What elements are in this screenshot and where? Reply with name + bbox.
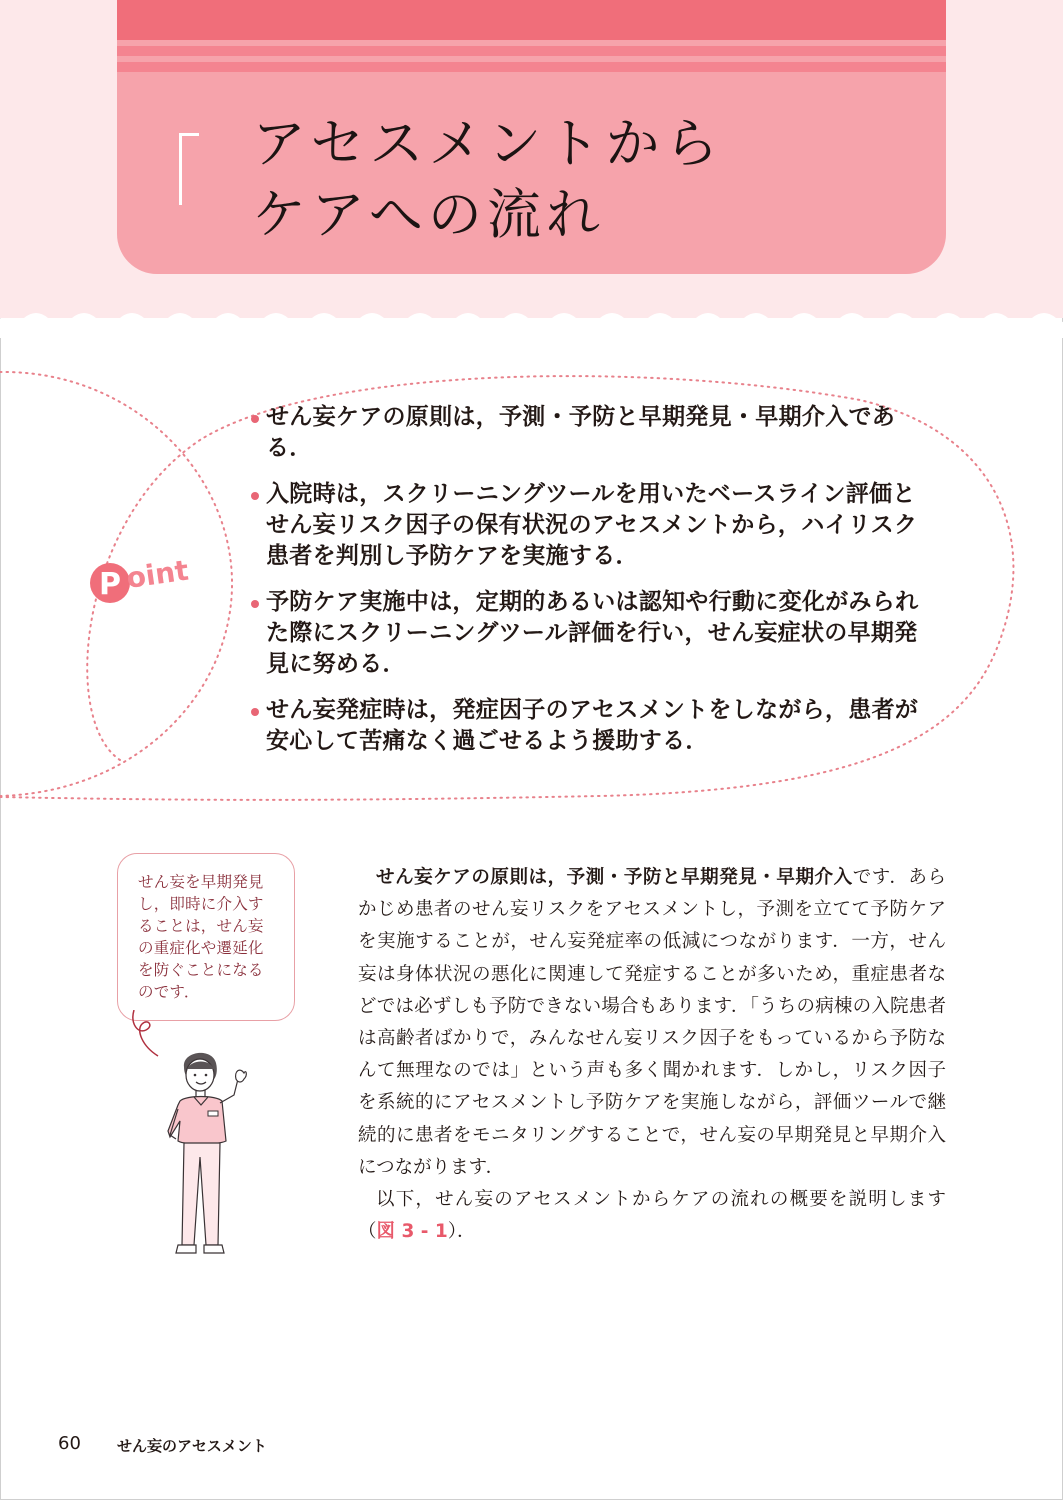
speech-bubble-text: せん妄を早期発見し，即時に介入することは，せん妄の重症化や遷延化を防ぐことになるのです． [138, 873, 264, 1001]
body-emphasis: せん妄ケアの原則は，予測・予防と早期発見・早期介入 [376, 867, 853, 888]
point-list [248, 402, 938, 772]
chapter-title-line: ケアへの流れ [252, 183, 605, 246]
body-paragraph-text: です．あらかじめ患者のせん妄リスクをアセスメントし，予測を立てて予防ケアを実施することが，せん妄発症率の低減につながります．一方，せん妄は身体状況の悪化に関連して発症することが多いため，重症患者などでは必ずしも予防できない場合もあります．「うちの病棟の入院患者は高齢者ばかりで，みんなせん妄リスク因子をもっているから予防なんて無理なのでは」という声も多く聞かれます．しかし，リスク因子を系統的にアセスメントし予防ケアを実施しながら，評価ツールで継続的に患者をモニタリングすることで，せん妄の早期発見と早期介入につながります． [358, 867, 946, 1178]
figure-ref-close: ）． [447, 1221, 476, 1243]
chapter-number-mark [179, 133, 199, 205]
body-paragraph [358, 1184, 946, 1248]
title-stripe [117, 0, 946, 40]
point-item: 予防ケア実施中は，定期的あるいは認知や行動に変化がみられた際にスクリーニングツール評価を行い，せん妄症状の早期発見に努める． [248, 587, 938, 680]
figure-reference-link[interactable]: 図 3 - 1 [376, 1221, 448, 1243]
title-stripe [117, 62, 946, 72]
page-number: 60 [58, 1433, 81, 1454]
point-item: 入院時は，スクリーニングツールを用いたベースライン評価とせん妄リスク因子の保有状況のアセスメントから，ハイリスク患者を判別し予防ケアを実施する． [248, 479, 938, 572]
body-paragraph-text: 以下，せん妄のアセスメントからケアの流れの概要を説明します [376, 1189, 946, 1211]
point-logo-word: oint [124, 553, 191, 595]
point-logo-icon [88, 552, 208, 612]
point-item: せん妄発症時は，発症因子のアセスメントをしながら，患者が安心して苦痛なく過ごせるよう援助する． [248, 695, 938, 757]
running-footer-title: せん妄のアセスメント [117, 1437, 267, 1455]
chapter-title [252, 108, 723, 250]
title-stripe [117, 46, 946, 56]
point-logo-letter: P [99, 567, 121, 602]
figure-ref-open: （ [358, 1221, 377, 1243]
chapter-title-line: アセスメントから [252, 112, 724, 175]
point-item: せん妄ケアの原則は，予測・予防と早期発見・早期介入である． [248, 402, 938, 464]
body-paragraph [358, 862, 946, 1184]
nurse-illustration [160, 1045, 255, 1270]
body-text [358, 862, 946, 1248]
wave-divider [0, 310, 1063, 338]
